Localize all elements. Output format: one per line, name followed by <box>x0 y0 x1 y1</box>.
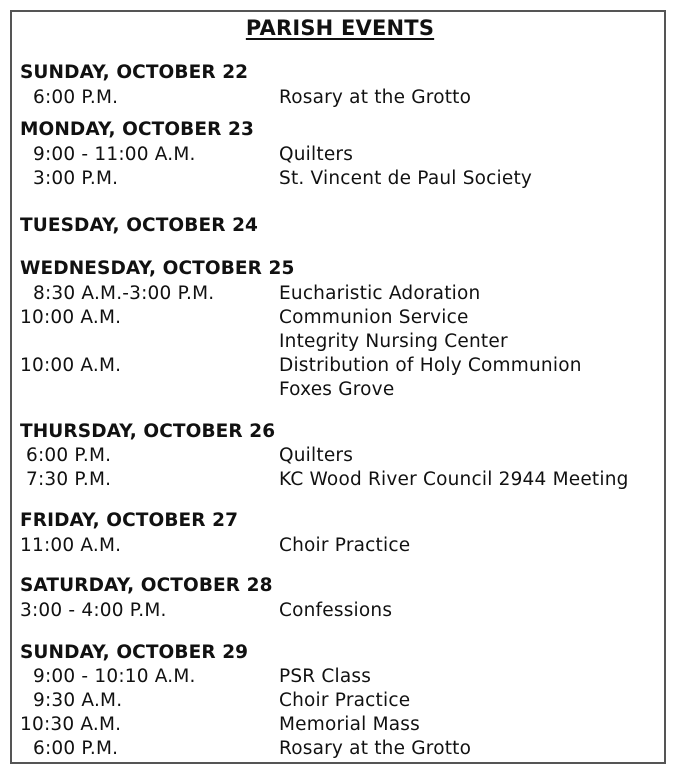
event-description: Choir Practice <box>279 535 411 556</box>
event-time: 10:00 A.M. <box>20 307 122 328</box>
day-heading: MONDAY, OCTOBER 23 <box>20 119 254 140</box>
event-description: Rosary at the Grotto <box>279 738 472 759</box>
event-time: 3:00 P.M. <box>33 168 119 189</box>
event-time: 9:30 A.M. <box>33 690 123 711</box>
event-time: 9:00 - 10:10 A.M. <box>33 666 196 687</box>
day-heading: FRIDAY, OCTOBER 27 <box>20 510 239 531</box>
event-description: Eucharistic Adoration <box>279 283 481 304</box>
event-time: 9:00 - 11:00 A.M. <box>33 144 196 165</box>
event-time: 3:00 - 4:00 P.M. <box>20 600 167 621</box>
event-description: PSR Class <box>279 666 372 687</box>
event-description: Quilters <box>279 445 354 466</box>
page-title: PARISH EVENTS <box>245 16 435 40</box>
event-time: 10:00 A.M. <box>20 355 122 376</box>
day-heading: TUESDAY, OCTOBER 24 <box>20 215 259 236</box>
event-description: Rosary at the Grotto <box>279 87 472 108</box>
event-time: 8:30 A.M.-3:00 P.M. <box>33 283 215 304</box>
event-time: 6:00 P.M. <box>26 445 112 466</box>
day-heading: SATURDAY, OCTOBER 28 <box>20 575 273 596</box>
day-heading: THURSDAY, OCTOBER 26 <box>20 421 276 442</box>
event-description: Confessions <box>279 600 393 621</box>
event-location: Integrity Nursing Center <box>279 331 508 352</box>
event-time: 10:30 A.M. <box>20 714 122 735</box>
event-time: 11:00 A.M. <box>20 535 122 556</box>
event-description: Quilters <box>279 144 354 165</box>
day-heading: SUNDAY, OCTOBER 29 <box>20 642 249 663</box>
event-description: Memorial Mass <box>279 714 420 735</box>
day-heading: SUNDAY, OCTOBER 22 <box>20 62 249 83</box>
event-time: 7:30 P.M. <box>26 469 112 490</box>
event-description: Choir Practice <box>279 690 411 711</box>
day-heading: WEDNESDAY, OCTOBER 25 <box>20 258 295 279</box>
event-description: St. Vincent de Paul Society <box>279 168 533 189</box>
event-description: Distribution of Holy Communion <box>279 355 582 376</box>
event-description: Communion Service <box>279 307 469 328</box>
event-time: 6:00 P.M. <box>33 87 119 108</box>
event-description: KC Wood River Council 2944 Meeting <box>279 469 629 490</box>
event-time: 6:00 P.M. <box>33 738 119 759</box>
event-location: Foxes Grove <box>279 379 395 400</box>
